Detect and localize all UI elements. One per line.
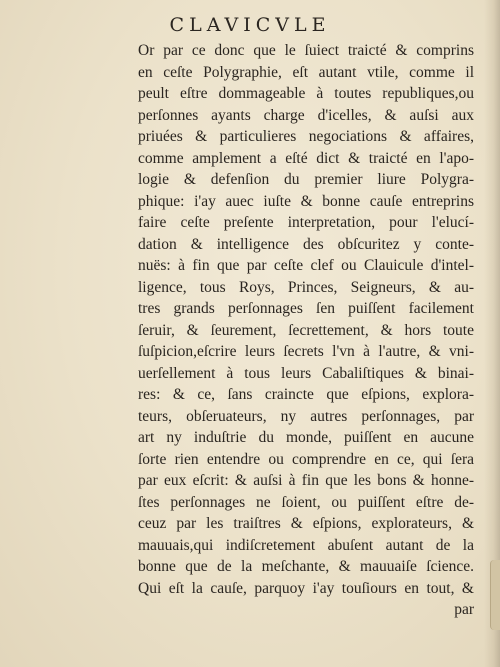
text-line: Qui eſt la cauſe, parquoy i'ay touſiours en tout, & bbox=[138, 579, 474, 597]
text-line: mauuais,qui indiſcretement abuſent autant de la bbox=[138, 536, 474, 554]
text-line: dation & intelligence des obſcuritez y conte- bbox=[138, 235, 474, 253]
text-line: par eux eſcrit: & auſsi à fin que les bons & honne- bbox=[138, 472, 474, 489]
text-line: art ny induſtrie du monde, puiſſent en aucune bbox=[138, 429, 474, 446]
text-line: ligence, tous Roys, Princes, Seigneurs, & au- bbox=[138, 278, 474, 296]
running-head: CLAVICVLE bbox=[169, 14, 331, 36]
text-line: perſonnes ayants charge d'icelles, & auſsi aux bbox=[138, 106, 474, 124]
page-edge-tab bbox=[490, 560, 500, 630]
body-text bbox=[138, 40, 474, 621]
text-line: uerſellement à tous leurs Cabaliſtiques & binai- bbox=[138, 364, 474, 382]
text-line: teurs, obſeruateurs, ny autres perſonnages, par bbox=[138, 407, 474, 425]
text-line: Or par ce donc que le ſuiect traicté & comprins bbox=[138, 42, 474, 59]
text-line: ſorte rien entendre ou comprendre en ce, qui ſera bbox=[138, 450, 474, 468]
text-line: ſtes perſonnages ne ſoient, ou puiſſent eſtre de- bbox=[138, 493, 474, 511]
text-line: peult eſtre dommageable à toutes republiques,ou bbox=[138, 85, 474, 102]
text-line: ſuſpicion,eſcrire leurs ſecrets l'vn à l'autre, & vni- bbox=[138, 343, 474, 360]
text-line: ceuz par les traiſtres & eſpions, explorateurs, & bbox=[138, 515, 474, 532]
text-line: tres grands perſonnages ſen puiſſent facilement bbox=[138, 300, 474, 317]
text-line: comme amplement a eſté dict & traicté en l'apo- bbox=[138, 149, 474, 167]
text-line: ſeruir, & ſeurement, ſecrettement, & hors toute bbox=[138, 321, 474, 339]
text-line: en ceſte Polygraphie, eſt autant vtile, comme il bbox=[138, 63, 474, 81]
text-line: faire ceſte preſente interpretation, pour l'elucí- bbox=[138, 214, 474, 231]
text-line: bonne que de la meſchante, & mauuaiſe ſcience. bbox=[138, 558, 474, 575]
catchword: par bbox=[454, 601, 474, 618]
text-line: phique: i'ay auec iuſte & bonne cauſe entreprins bbox=[138, 192, 474, 210]
text-line: priuées & particulieres negociations & affaires, bbox=[138, 128, 474, 145]
text-line: nuës: à fin que par ceſte clef ou Clauicule d'intel- bbox=[138, 257, 474, 274]
text-line: logie & defenſion du premier liure Polygra- bbox=[138, 171, 474, 188]
text-line: res: & ce, ſans craincte que eſpions, explora- bbox=[138, 386, 474, 403]
